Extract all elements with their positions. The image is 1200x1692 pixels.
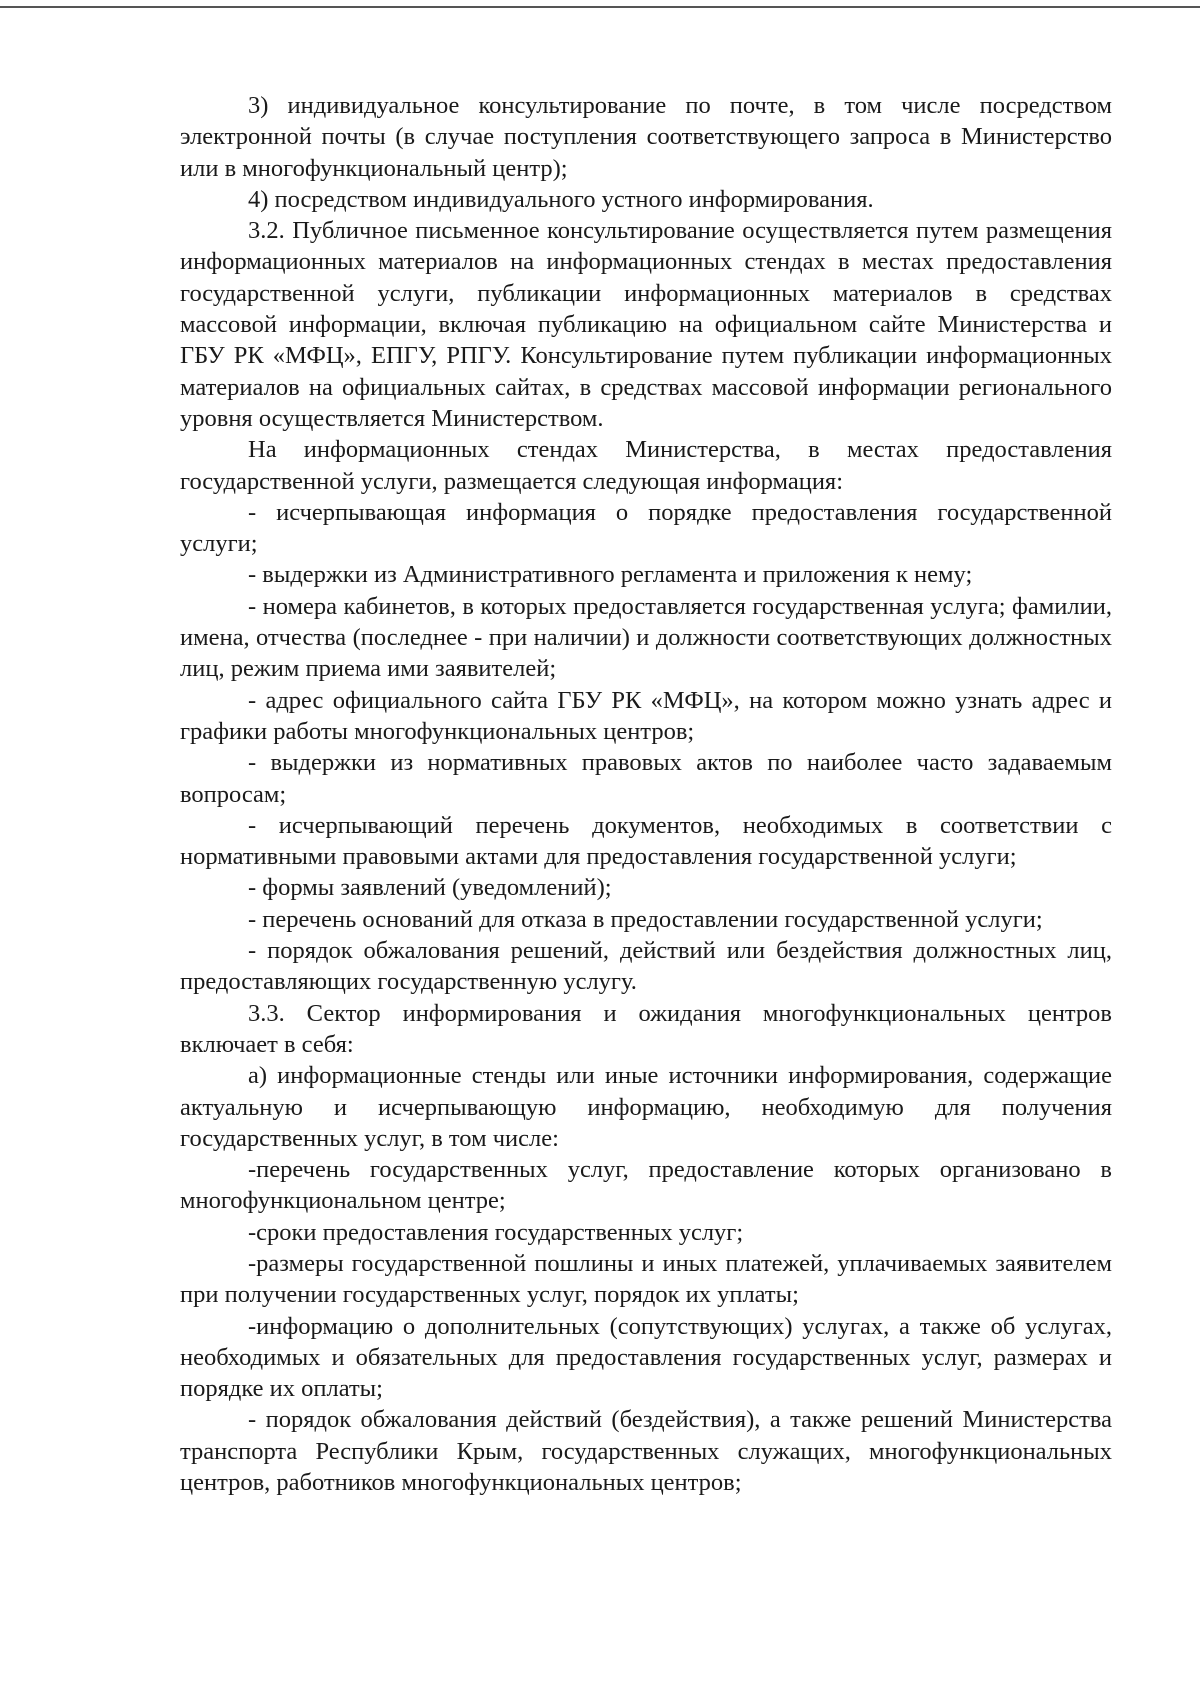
paragraph-3-2-public-written-consulting: 3.2. Публичное письменное консультирование осуществляется путем размещения информационных материалов на информационных стендах в местах предоставления государственной услуги, публикации информационных материалов в средствах массовой информации, включая публикацию на официальном сайте Министерства и ГБУ РК «МФЦ», ЕПГУ, РПГУ. Консультирование путем публикации информационных материалов на официальных сайтах, в средствах массовой информации регионального уровня осуществляется Министерством. — [180, 217, 1112, 432]
paragraph-item-4-oral-informing: 4) посредством индивидуального устного информирования. — [248, 185, 874, 213]
list-item-refusal-grounds: - перечень оснований для отказа в предоставлении государственной услуги; — [248, 905, 1043, 933]
list-item-appeal-actions: - порядок обжалования действий (бездействия), а также решений Министерства транспорта Республики Крым, государственных служащих, многофункциональных центров, работников многофункциональных центров; — [180, 1406, 1112, 1497]
list-item-service-terms: -сроки предоставления государственных услуг; — [248, 1218, 744, 1246]
paragraph-information-stands-intro: На информационных стендах Министерства, в местах предоставления государственной услуги, размещается следующая информация: — [180, 436, 1112, 495]
list-item-exhaustive-information: - исчерпывающая информация о порядке предоставления государственной услуги; — [180, 498, 1112, 558]
list-item-services-list: -перечень государственных услуг, предоставление которых организовано в многофункциональном центре; — [180, 1156, 1112, 1215]
list-item-documents-list: - исчерпывающий перечень документов, необходимых в соответствии с нормативными правовыми актами для предоставления государственной услуги; — [180, 811, 1112, 871]
top-border-line — [0, 6, 1200, 8]
list-item-additional-services: -информацию о дополнительных (сопутствующих) услугах, а также об услугах, необходимых и обязательных для предоставления государственных услуг, размерах и порядке их оплаты; — [180, 1312, 1112, 1403]
list-item-mfc-website-address: - адрес официального сайта ГБУ РК «МФЦ», на котором можно узнать адрес и графики работы многофункциональных центров; — [180, 686, 1112, 745]
document-body — [180, 90, 1112, 1498]
list-item-state-duty: -размеры государственной пошлины и иных платежей, уплачиваемых заявителем при получении государственных услуг, порядок их уплаты; — [180, 1249, 1112, 1309]
list-item-appeal-procedure: - порядок обжалования решений, действий или бездействия должностных лиц, предоставляющих государственную услугу. — [180, 937, 1112, 996]
list-item-regulation-excerpts: - выдержки из Административного регламента и приложения к нему; — [248, 561, 973, 589]
paragraph-a-information-stands: а) информационные стенды или иные источники информирования, содержащие актуальную и исчерпывающую информацию, необходимую для получения государственных услуг, в том числе: — [180, 1062, 1112, 1152]
list-item-office-numbers: - номера кабинетов, в которых предоставляется государственная услуга; фамилии, имена, отчества (последнее - при наличии) и должности соответствующих должностных лиц, режим приема ими заявителей; — [180, 592, 1112, 683]
paragraph-item-3-consulting-by-mail: 3) индивидуальное консультирование по почте, в том числе посредством электронной почты (в случае поступления соответствующего запроса в Министерство или в многофункциональный центр); — [180, 92, 1112, 182]
paragraph-3-3-information-sector: 3.3. Сектор информирования и ожидания многофункциональных центров включает в себя: — [180, 999, 1112, 1058]
list-item-application-forms: - формы заявлений (уведомлений); — [248, 874, 612, 902]
list-item-legal-act-excerpts: - выдержки из нормативных правовых актов по наиболее часто задаваемым вопросам; — [180, 749, 1112, 808]
